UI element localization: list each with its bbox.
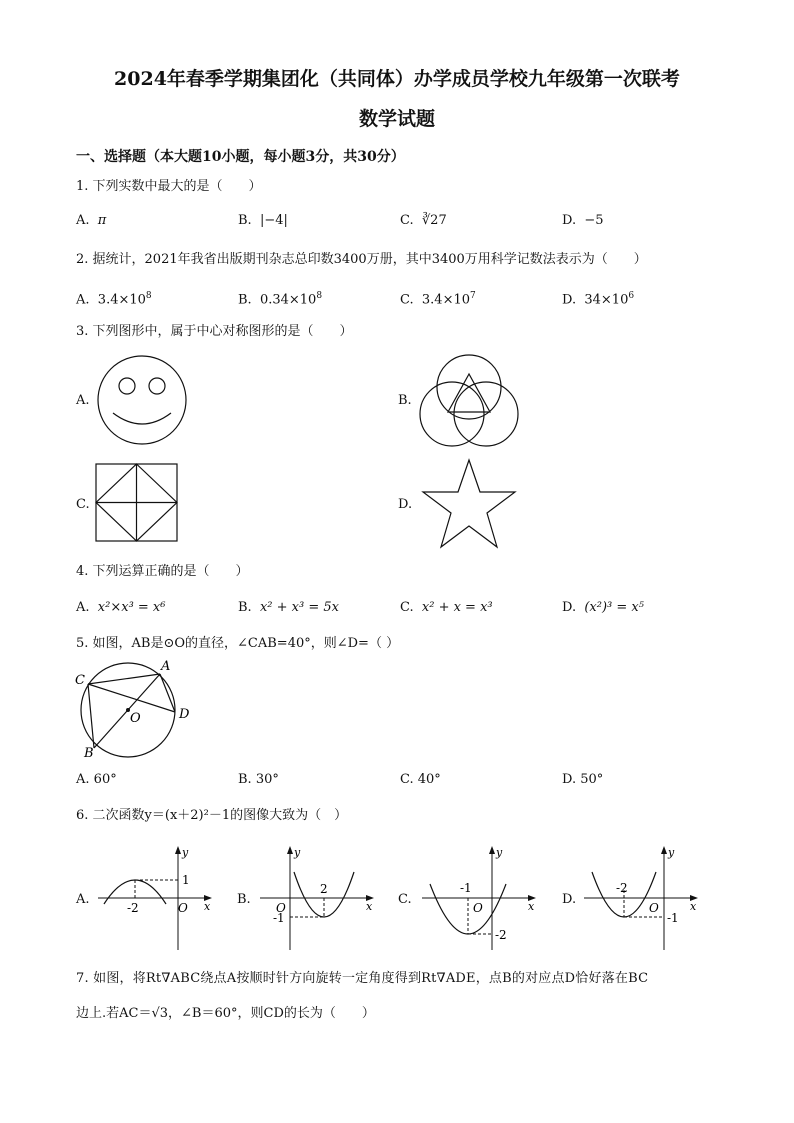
question-5-stem: 5. 如图，AB是⊙O的直径，∠CAB=40°，则∠D=（ ） xyxy=(76,636,400,651)
q1-option-b[interactable]: B. |−4| xyxy=(238,213,288,228)
svg-text:-2: -2 xyxy=(127,901,139,915)
svg-text:1: 1 xyxy=(182,873,190,887)
question-4-stem: 4. 下列运算正确的是（ ） xyxy=(76,564,249,579)
q1-option-d[interactable]: D. −5 xyxy=(562,213,604,228)
graph-d[interactable] xyxy=(580,842,702,954)
svg-text:-1: -1 xyxy=(460,881,472,895)
question-3-stem: 3. 下列图形中，属于中心对称图形的是（ ） xyxy=(76,324,353,339)
graph-c[interactable] xyxy=(418,842,540,954)
q4-option-c[interactable]: C. x² + x = x³ xyxy=(400,600,493,615)
svg-text:y: y xyxy=(496,846,503,859)
q4-option-a[interactable]: A. x²×x³ = x⁶ xyxy=(76,600,166,615)
q2-option-d[interactable]: D. $34\times 10^6$ xyxy=(562,291,635,308)
star-figure[interactable] xyxy=(420,458,518,550)
svg-text:y: y xyxy=(294,846,301,859)
svg-text:y: y xyxy=(668,846,675,859)
svg-text:x: x xyxy=(528,900,535,913)
q2-option-a[interactable]: A. $3.4\times 10^8$ xyxy=(76,291,152,308)
q4-option-d[interactable]: D. (x²)³ = x⁵ xyxy=(562,600,644,615)
q1-option-a[interactable]: A. π xyxy=(76,213,107,228)
question-7-stem-line-1: 7. 如图，将Rt∇ABC绕点A按顺时针方向旋转一定角度得到Rt∇ADE，点B的对应点D恰好落在BC xyxy=(76,971,649,986)
q1-option-c[interactable]: C. ∛27 xyxy=(400,213,447,228)
svg-text:O: O xyxy=(649,901,659,915)
svg-text:O: O xyxy=(276,901,286,915)
question-1-stem: 1. 下列实数中最大的是（ ） xyxy=(76,179,262,194)
label-o: O xyxy=(130,711,141,726)
graph-b[interactable] xyxy=(256,842,378,954)
q3-option-d-label[interactable]: D. xyxy=(398,497,413,512)
three-circles-figure[interactable] xyxy=(418,352,520,450)
q5-option-b[interactable]: B. 30° xyxy=(238,772,279,787)
svg-text:x: x xyxy=(204,900,211,913)
section-heading: 一、选择题（本大题10小题，每小题3分，共30分） xyxy=(76,149,405,165)
svg-text:-1: -1 xyxy=(667,911,679,925)
question-2-stem: 2. 据统计，2021年我省出版期刊杂志总印数3400万册，其中3400万用科学记数法表示为（ ） xyxy=(76,252,647,267)
q5-option-a[interactable]: A. 60° xyxy=(76,772,117,787)
graph-a[interactable] xyxy=(94,842,216,954)
q3-option-b-label[interactable]: B. xyxy=(398,393,412,408)
q4-option-b[interactable]: B. x² + x³ = 5x xyxy=(238,600,339,615)
svg-text:O: O xyxy=(178,901,188,915)
q2-option-b[interactable]: B. $0.34\times 10^8$ xyxy=(238,291,323,308)
q5-option-c[interactable]: C. 40° xyxy=(400,772,441,787)
q5-option-d[interactable]: D. 50° xyxy=(562,772,604,787)
q3-option-a-label[interactable]: A. xyxy=(76,393,90,408)
svg-text:-2: -2 xyxy=(616,881,628,895)
exam-title: 2024年春季学期集团化（共同体）办学成员学校九年级第一次联考 xyxy=(114,68,680,90)
label-c: C xyxy=(75,673,85,688)
label-b: B xyxy=(84,746,94,760)
svg-text:x: x xyxy=(366,900,373,913)
q6-option-d-label[interactable]: D. xyxy=(562,892,577,907)
q6-option-c-label[interactable]: C. xyxy=(398,892,412,907)
square-diamond-figure[interactable] xyxy=(95,463,179,543)
svg-text:y: y xyxy=(182,846,189,859)
question-7-stem-line-2: 边上.若AC＝√3，∠B＝60°，则CD的长为（ ） xyxy=(76,1006,375,1021)
svg-text:x: x xyxy=(690,900,697,913)
smiley-figure[interactable] xyxy=(95,355,191,445)
q6-option-a-label[interactable]: A. xyxy=(76,892,90,907)
question-6-stem: 6. 二次函数y＝(x＋2)²－1的图像大致为（ ） xyxy=(76,808,348,823)
q6-option-b-label[interactable]: B. xyxy=(237,892,251,907)
q2-option-c[interactable]: C. $3.4\times 10^7$ xyxy=(400,291,476,308)
svg-text:O: O xyxy=(473,901,483,915)
q3-option-c-label[interactable]: C. xyxy=(76,497,90,512)
exam-subtitle: 数学试题 xyxy=(358,108,435,130)
label-a: A xyxy=(161,659,171,674)
svg-text:-2: -2 xyxy=(495,928,507,942)
svg-text:2: 2 xyxy=(320,882,328,896)
svg-text:-1: -1 xyxy=(273,911,285,925)
label-d: D xyxy=(179,707,190,722)
circle-geometry-figure xyxy=(72,656,198,760)
